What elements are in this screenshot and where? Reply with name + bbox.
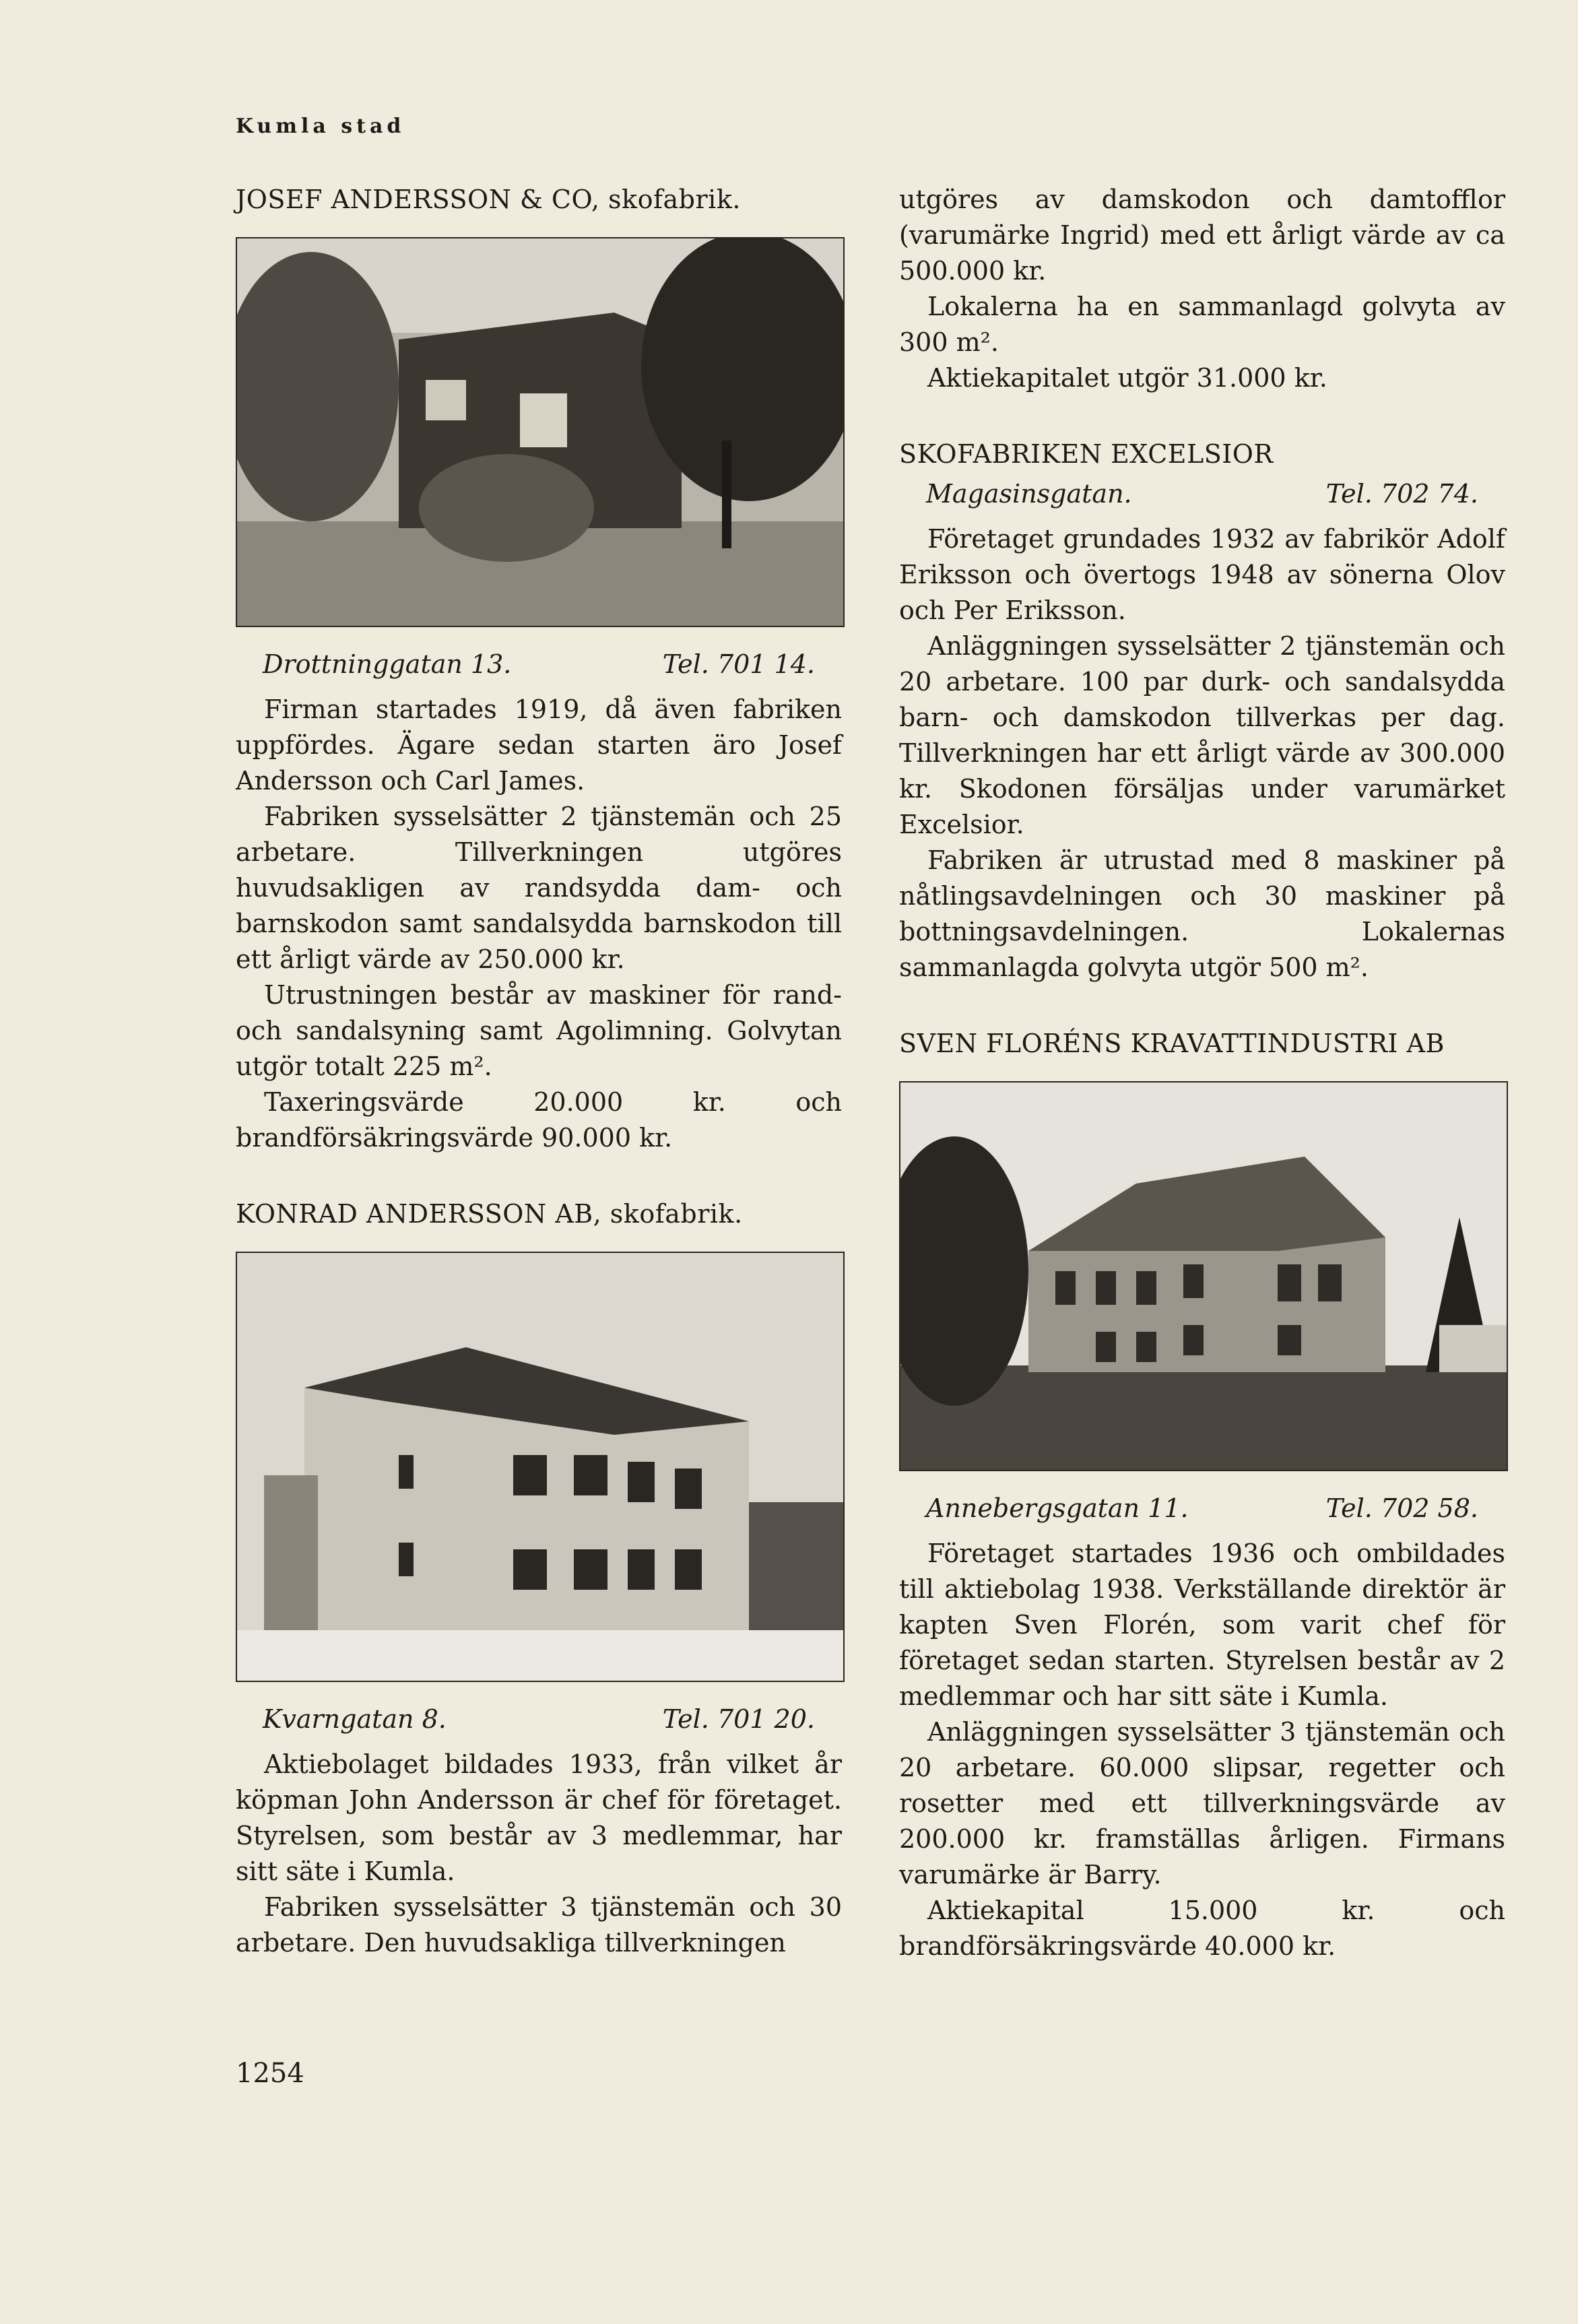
page-number: 1254: [236, 2058, 304, 2089]
paragraph: Anläggningen sysselsätter 3 tjänstemän och 20 arbetare. 60.000 slipsar, regetter och rosetter med ett tillverkningsvärde av 200.000 kr. framställas årligen. Firmans varumärke är Barry.: [899, 1717, 1505, 1890]
entry-heading-josef-andersson: JOSEF ANDERSSON & CO, skofabrik.: [236, 185, 741, 214]
paragraph: Anläggningen sysselsätter 2 tjänstemän och 20 arbetare. 100 par durk- och sandalsydda barn- och damskodon tillverkas per dag. Tillverkningen har ett årligt värde av 300.000 kr. Skodonen försäljas under varumärket Excelsior.: [899, 631, 1505, 839]
running-head: Kumla stad: [236, 115, 405, 138]
address-line-sven-florens: [899, 1490, 1505, 1526]
paragraph: Fabriken är utrustad med 8 maskiner på nåtlingsavdelningen och 30 maskiner på bottningsavdelningen. Lokalernas sammanlagda golvyta utgör 500 m².: [899, 845, 1505, 982]
paragraph: Aktiekapital 15.000 kr. och brandförsäkringsvärde 40.000 kr.: [899, 1896, 1505, 1961]
paragraph: Företaget startades 1936 och ombildades till aktiebolag 1938. Verkställande direktör är kapten Sven Florén, som varit chef för företaget sedan starten. Styrelsen består av 2 medlemmar och har sitt säte i Kumla.: [899, 1539, 1505, 1711]
photo-josef-andersson-factory: [236, 237, 845, 627]
left-column: [236, 182, 842, 1961]
address: Drottninggatan 13.: [263, 649, 512, 679]
paragraph: Firman startades 1919, då även fabriken uppfördes. Ägare sedan starten äro Josef Andersson och Carl James.: [236, 695, 842, 796]
paragraph: utgöres av damskodon och damtofflor (varumärke Ingrid) med ett årligt värde av ca 500.000 kr.: [899, 185, 1505, 286]
phone: Tel. 702 74.: [1325, 479, 1478, 509]
paragraph: Taxeringsvärde 20.000 kr. och brandförsäkringsvärde 90.000 kr.: [236, 1087, 842, 1153]
paragraph: Aktiekapitalet utgör 31.000 kr.: [927, 363, 1327, 393]
address: Kvarngatan 8.: [263, 1704, 447, 1734]
address-line-excelsior: [899, 476, 1505, 512]
photo-illustration: [237, 1253, 843, 1681]
right-column: [899, 182, 1505, 1964]
photo-konrad-andersson-factory: [236, 1252, 845, 1682]
paragraph: Aktiebolaget bildades 1933, från vilket år köpman John Andersson är chef för företaget. Styrelsen, som består av 3 medlemmar, har sitt säte i Kumla.: [236, 1749, 842, 1886]
photo-illustration: [237, 238, 843, 626]
paragraph: Utrustningen består av maskiner för rand- och sandalsyning samt Agolimning. Golvytan utgör totalt 225 m².: [236, 980, 842, 1081]
phone: Tel. 701 20.: [662, 1704, 815, 1734]
phone: Tel. 702 58.: [1325, 1493, 1478, 1523]
photo-illustration: [900, 1083, 1507, 1470]
paragraph: Fabriken sysselsätter 3 tjänstemän och 30 arbetare. Den huvudsakliga tillverkningen: [236, 1892, 842, 1958]
paragraph: Fabriken sysselsätter 2 tjänstemän och 25 arbetare. Tillverkningen utgöres huvudsakligen av randsydda dam- och barnskodon samt sandalsydda barnskodon till ett årligt värde av 250.000 kr.: [236, 802, 842, 974]
address: Annebergsgatan 11.: [926, 1493, 1189, 1523]
entry-heading-sven-florens: SVEN FLORÉNS KRAVATTINDUSTRI AB: [899, 1029, 1445, 1058]
address-line-josef-andersson: [236, 646, 842, 682]
entry-heading-skofabriken-excelsior: SKOFABRIKEN EXCELSIOR: [899, 439, 1274, 469]
address: Magasinsgatan.: [926, 479, 1132, 509]
photo-sven-florens-building: [899, 1081, 1508, 1471]
paragraph: Lokalerna ha en sammanlagd golvyta av 300 m².: [899, 292, 1505, 357]
entry-heading-konrad-andersson: KONRAD ANDERSSON AB, skofabrik.: [236, 1199, 743, 1229]
address-line-konrad-andersson: [236, 1701, 842, 1737]
paragraph: Företaget grundades 1932 av fabrikör Adolf Eriksson och övertogs 1948 av sönerna Olov och Per Eriksson.: [899, 524, 1505, 625]
phone: Tel. 701 14.: [662, 649, 815, 679]
